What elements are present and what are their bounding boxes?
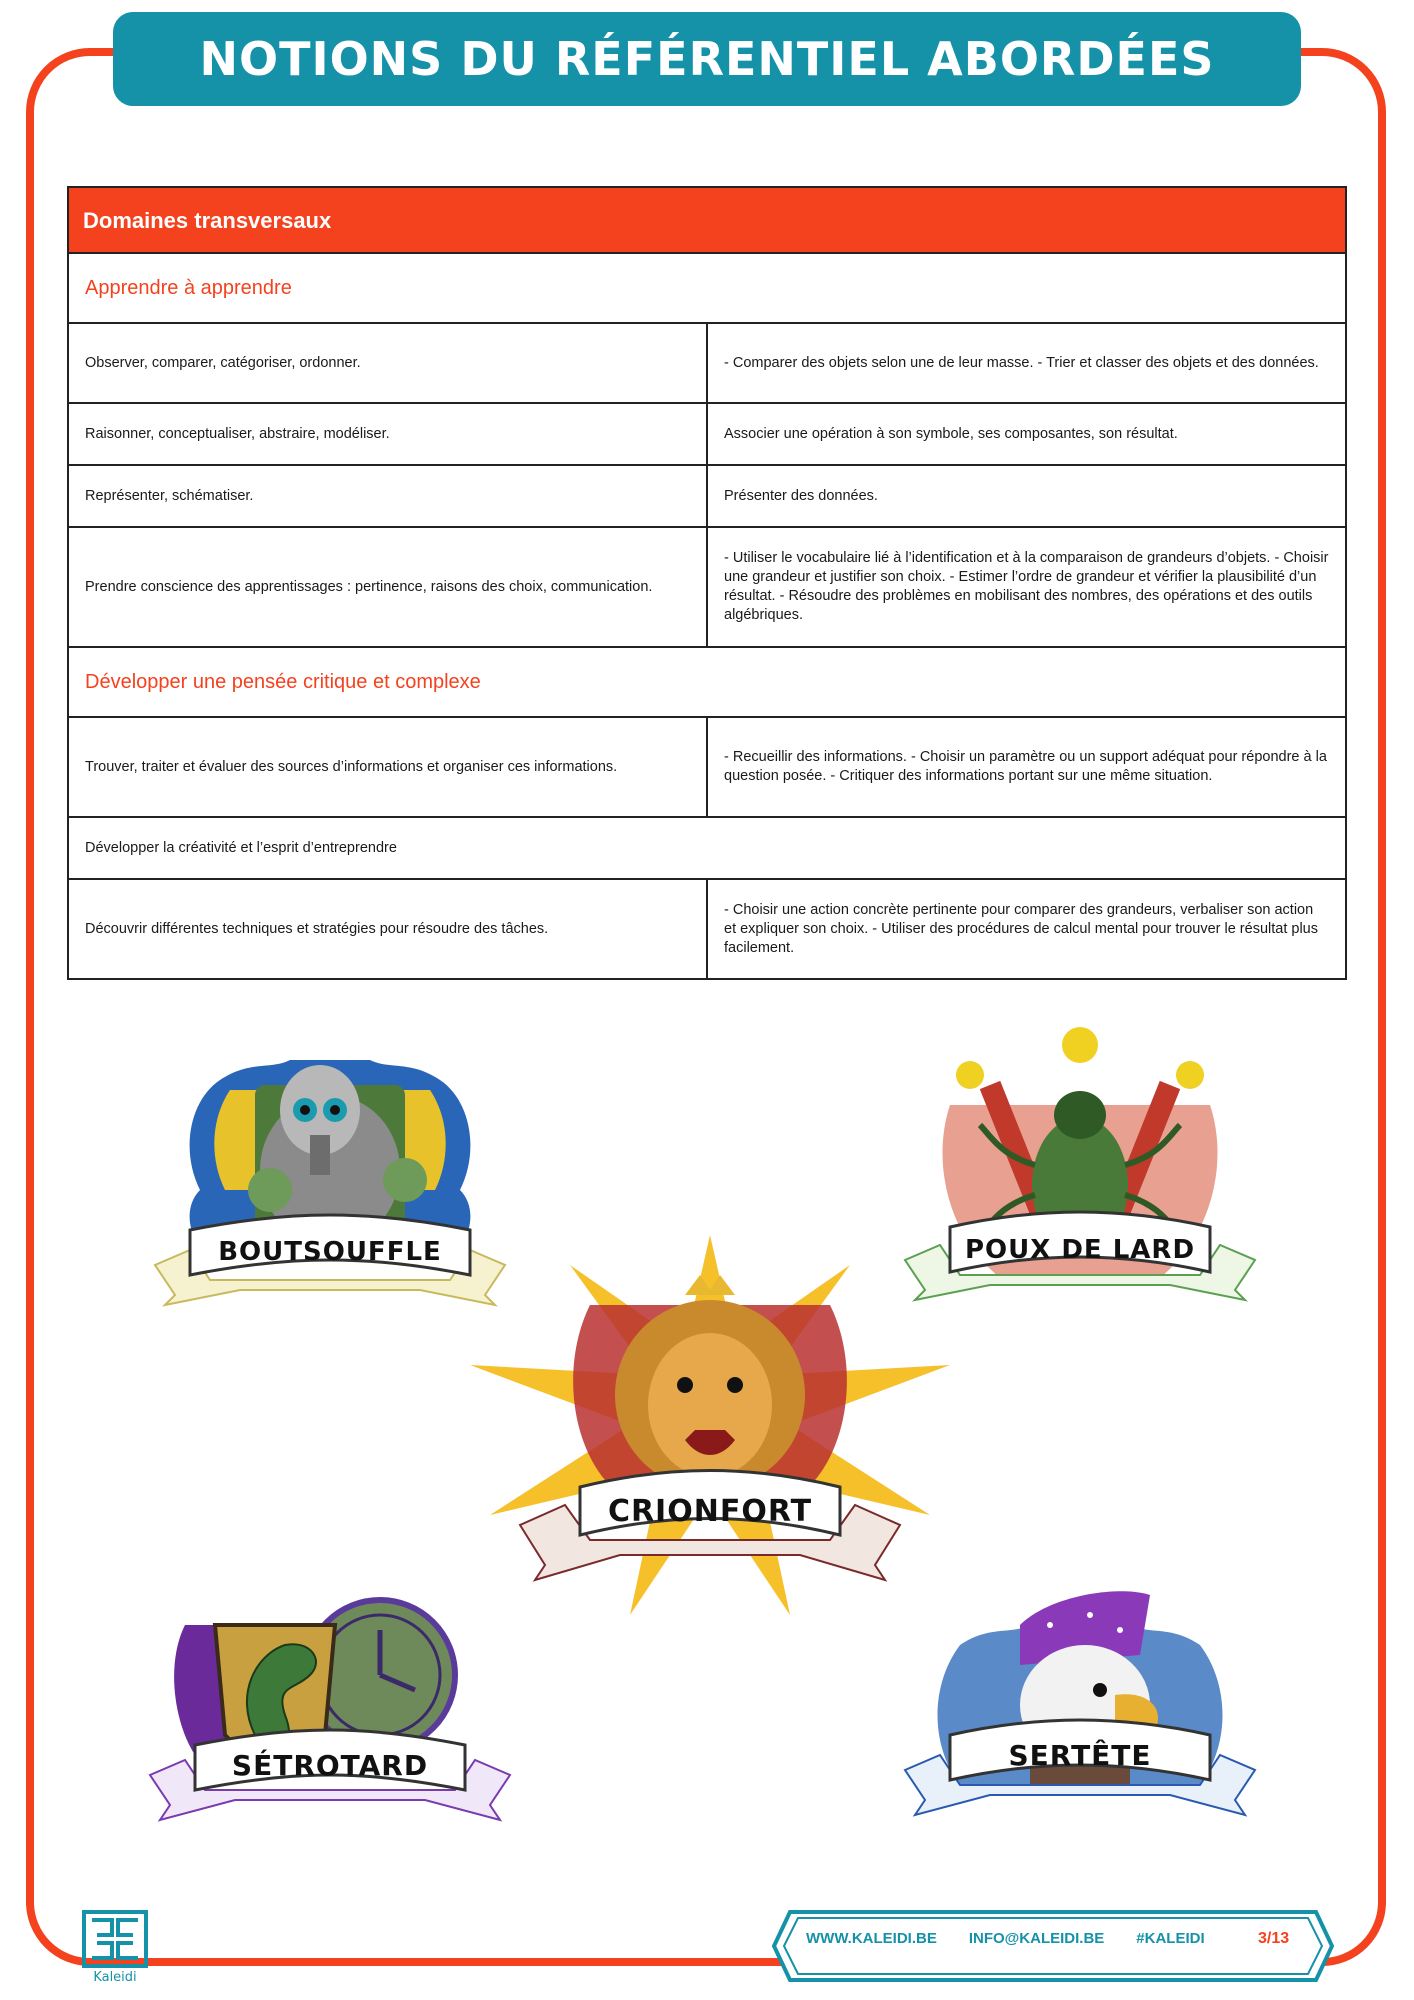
email-link[interactable]: INFO@KALEIDI.BE — [968, 1930, 1105, 1947]
table-heading: Domaines transversaux — [68, 187, 1346, 253]
table-cell-right: - Choisir une action concrète pertinente pour comparer des grandeurs, verbaliser son action et expliquer son choix. - Utiliser des procédures de calcul mental pour trouver le résultat plus facilement. — [707, 879, 1346, 979]
badger-gasmask-icon — [150, 1040, 510, 1310]
eagle-icon — [900, 1585, 1260, 1825]
table-heading-row — [68, 187, 1346, 253]
table-cell-left: Trouver, traiter et évaluer des sources d’informations et organiser ces informations. — [68, 717, 707, 817]
page-title: NOTIONS DU RÉFÉRENTIEL ABORDÉES — [199, 32, 1215, 86]
table-cell-right: Présenter des données. — [707, 465, 1346, 527]
table-cell-left: Observer, comparer, catégoriser, ordonner. — [68, 323, 707, 403]
table-cell-right: - Utiliser le vocabulaire lié à l’identification et à la comparaison de grandeurs d’objets. - Choisir une grandeur et justifier son choix. - Estimer l’ordre de grandeur et vérifier la plausibilité d’un résultat. - Résoudre des problèmes en mobilisant des nombres, des opérations et des outils algébriques. — [707, 527, 1346, 647]
website-link[interactable]: WWW.KALEIDI.BE — [806, 1930, 937, 1947]
crest-label: CRIONFORT — [607, 1494, 813, 1529]
table-row — [68, 879, 1346, 979]
table-cell-left: Découvrir différentes techniques et stratégies pour résoudre des tâches. — [68, 879, 707, 979]
table-row — [68, 717, 1346, 817]
section-row — [68, 253, 1346, 323]
table-cell-right: - Comparer des objets selon une de leur masse. - Trier et classer des objets et des données. — [707, 323, 1346, 403]
footer-contact-box — [770, 1908, 1336, 1984]
crest-label: SERTÊTE — [1008, 1739, 1152, 1772]
table-cell-right: Associer une opération à son symbole, ses composantes, son résultat. — [707, 403, 1346, 465]
table-cell-left: Prendre conscience des apprentissages : pertinence, raisons des choix, communication. — [68, 527, 707, 647]
table-row — [68, 403, 1346, 465]
table-row — [68, 817, 1346, 879]
crest-setrotard — [145, 1595, 515, 1825]
table-row — [68, 527, 1346, 647]
table-row — [68, 465, 1346, 527]
title-banner — [113, 12, 1301, 106]
footer-links — [806, 1930, 1205, 1947]
cobra-clock-icon — [145, 1595, 515, 1825]
crest-label: BOUTSOUFFLE — [218, 1237, 442, 1267]
section-row — [68, 647, 1346, 717]
crest-label: SÉTROTARD — [231, 1749, 429, 1782]
table-cell-left: Raisonner, conceptualiser, abstraire, modéliser. — [68, 403, 707, 465]
crest-sertete — [900, 1585, 1260, 1825]
table-cell-full: Développer la créativité et l’esprit d’entreprendre — [68, 817, 1346, 879]
table-cell-left: Représenter, schématiser. — [68, 465, 707, 527]
kaleidi-logo-icon — [82, 1910, 148, 1970]
crest-label: POUX DE LARD — [964, 1235, 1196, 1265]
lion-icon — [460, 1225, 960, 1625]
crest-boutsouffle — [150, 1040, 510, 1310]
referentiel-table — [67, 186, 1347, 980]
logo-label: Kaleidi — [93, 1970, 137, 1985]
table-cell-right: - Recueillir des informations. - Choisir un paramètre ou un support adéquat pour répondre à la question posée. - Critiquer des informations portant sur une même situation. — [707, 717, 1346, 817]
section-title: Développer une pensée critique et complexe — [68, 647, 1346, 717]
table-row — [68, 323, 1346, 403]
page-number: 3/13 — [1258, 1930, 1290, 1947]
hashtag-label: #KALEIDI — [1136, 1930, 1205, 1947]
section-title: Apprendre à apprendre — [68, 253, 1346, 323]
crest-crionfort — [460, 1225, 960, 1625]
kaleidi-logo — [82, 1910, 148, 1990]
